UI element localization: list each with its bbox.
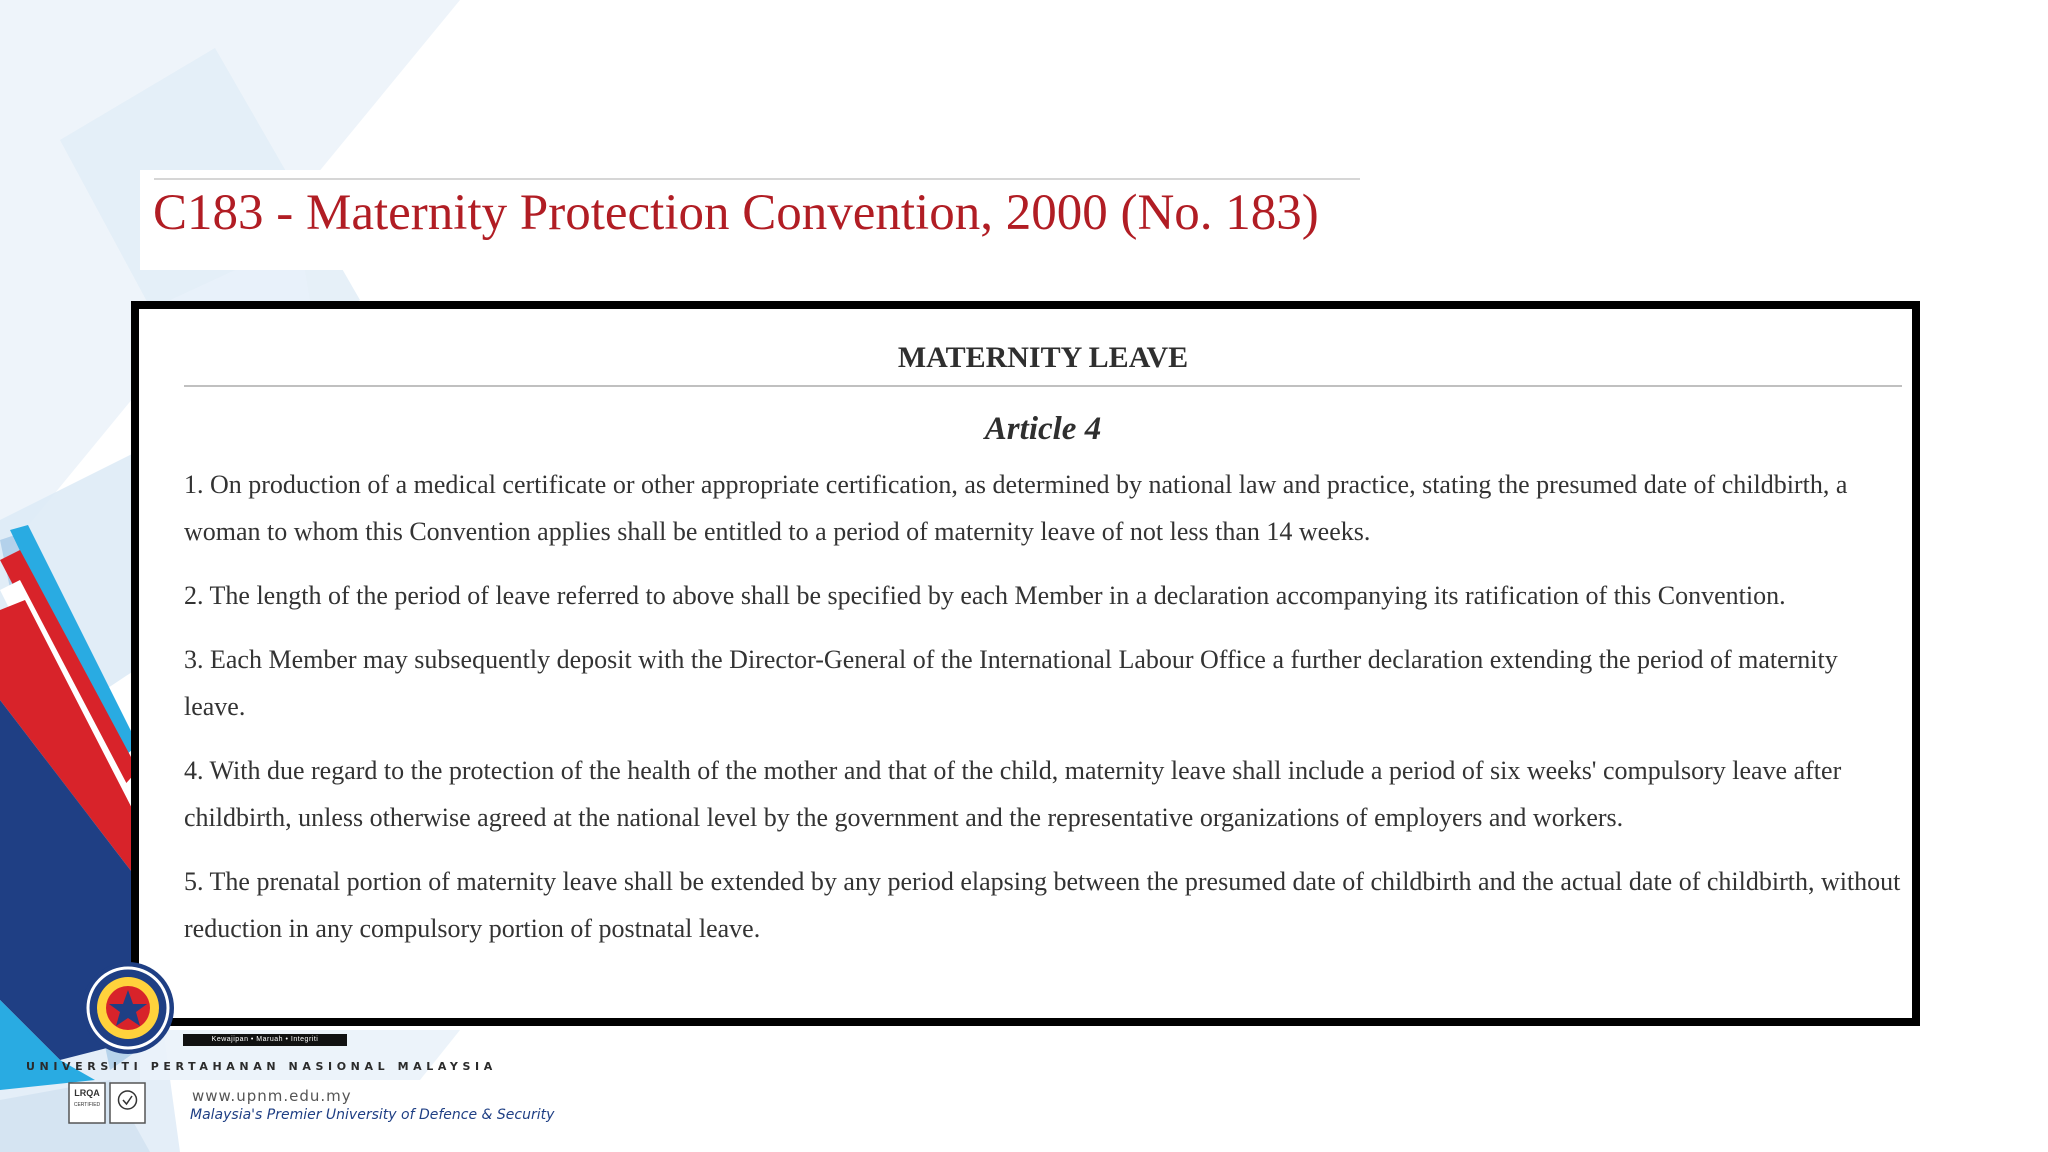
cert-label-certified: CERTIFIED (73, 1102, 101, 1108)
certification-logos (68, 1082, 146, 1124)
title-divider (154, 178, 1360, 180)
paragraph-1: 1. On production of a medical certificate or other appropriate certification, as determined by national law and practice, stating the presumed date of childbirth, a woman to whom this Convention applies shall be entitled to a period of maternity leave of not less than 14 weeks. (184, 470, 1848, 546)
footer-tagline: Kewajipan • Maruah • Integriti (183, 1034, 347, 1046)
university-crest-logo (80, 960, 176, 1056)
article-title: Article 4 (984, 411, 1102, 447)
university-motto: Malaysia's Premier University of Defence & Security (190, 1107, 555, 1123)
section-heading: MATERNITY LEAVE (184, 337, 1902, 387)
university-name: UNIVERSITI PERTAHANAN NASIONAL MALAYSIA (26, 1060, 497, 1073)
cert-label-lrqa: LRQA (74, 1088, 100, 1098)
document-excerpt-box (131, 301, 1920, 1026)
page-title: C183 - Maternity Protection Convention, 2000 (No. 183) (153, 185, 1319, 241)
slide-title-block (140, 170, 1360, 270)
paragraph-2: 2. The length of the period of leave referred to above shall be specified by each Member in a declaration accompanying its ratification of this Convention. (184, 581, 1786, 610)
website-url: www.upnm.edu.my (192, 1087, 352, 1105)
paragraph-3: 3. Each Member may subsequently deposit with the Director-General of the International Labour Office a further declaration extending the period of maternity leave. (184, 645, 1838, 721)
paragraph-5: 5. The prenatal portion of maternity leave shall be extended by any period elapsing between the presumed date of childbirth and the actual date of childbirth, without reduction in any compulsory portion of postnatal leave. (184, 867, 1901, 943)
paragraph-4: 4. With due regard to the protection of the health of the mother and that of the child, maternity leave shall include a period of six weeks' compulsory leave after childbirth, unless otherwise agreed at the national level by the government and the representative organizations of employers and workers. (184, 756, 1842, 832)
article-paragraphs (184, 461, 1904, 969)
